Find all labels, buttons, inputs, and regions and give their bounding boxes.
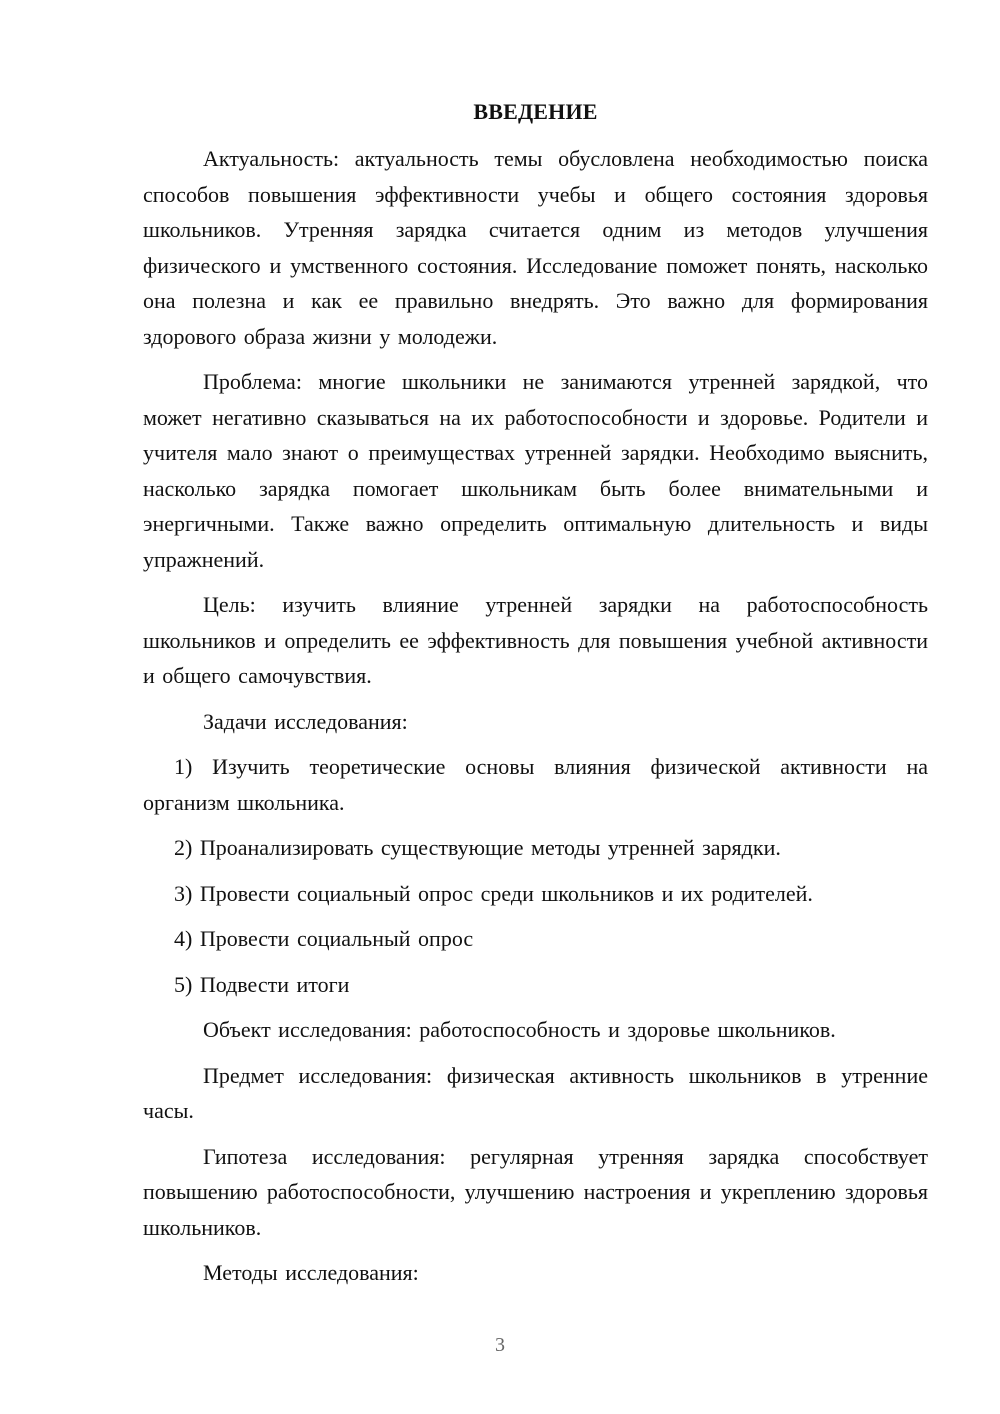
tasks-list	[143, 749, 928, 1002]
subject-paragraph: Предмет исследования: физическая активность школьников в утренние часы.	[143, 1062, 928, 1123]
task-item-5: 5) Подвести итоги	[174, 971, 350, 997]
hypothesis-paragraph: Гипотеза исследования: регулярная утренняя зарядка способствует повышению работоспособности, улучшению настроения и укреплению здоровья школьников.	[143, 1143, 928, 1240]
task-item-2: 2) Проанализировать существующие методы утренней зарядки.	[174, 835, 781, 860]
page-title: ВВЕДЕНИЕ	[473, 99, 598, 124]
task-item-4: 4) Провести социальный опрос	[174, 926, 474, 951]
document-body	[143, 94, 928, 1301]
object-paragraph: Объект исследования: работоспособность и здоровье школьников.	[203, 1017, 836, 1042]
task-item-1: 1) Изучить теоретические основы влияния физической активности на организм школьника.	[143, 754, 928, 815]
goal-paragraph: Цель: изучить влияние утренней зарядки на работоспособность школьников и определить ее эффективность для повышения учебной активности и общего самочувствия.	[143, 592, 928, 688]
task-item-3: 3) Провести социальный опрос среди школьников и их родителей.	[174, 880, 813, 906]
problem-paragraph: Проблема: многие школьники не занимаются утренней зарядкой, что может негативно сказываться на их работоспособности и здоровье. Родители и учителя мало знают о преимуществах утренней зарядки. Необходимо выяснить, насколько зарядка помогает школьникам быть более внимательными и энергичными. Также важно определить оптимальную длительность и виды упражнений.	[143, 369, 928, 572]
tasks-heading: Задачи исследования:	[203, 708, 408, 734]
page-number: 3	[495, 1334, 505, 1356]
methods-heading: Методы исследования:	[203, 1260, 419, 1285]
relevance-paragraph: Актуальность: актуальность темы обусловлена необходимостью поиска способов повышения эффективности учебы и общего состояния здоровья школьников. Утренняя зарядка считается одним из методов улучшения физического и умственного состояния. Исследование поможет понять, насколько она полезна и как ее правильно внедрять. Это важно для формирования здорового образа жизни у молодежи.	[143, 146, 928, 349]
